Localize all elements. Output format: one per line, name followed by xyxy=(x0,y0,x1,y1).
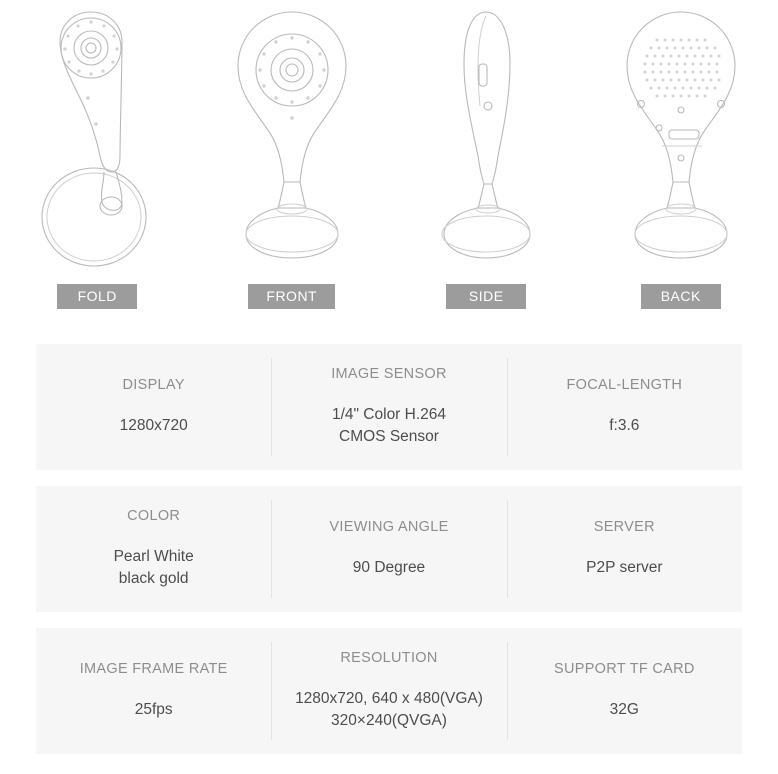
product-view-back xyxy=(584,6,778,320)
spec-title: SERVER xyxy=(593,518,655,535)
back-illustration xyxy=(596,6,766,268)
view-label-back: BACK xyxy=(641,284,721,309)
product-views xyxy=(0,0,778,320)
spec-value: 1280x720 xyxy=(119,416,188,434)
product-view-front xyxy=(195,6,390,320)
spec-title: VIEWING ANGLE xyxy=(329,518,449,535)
spec-title: IMAGE FRAME RATE xyxy=(79,660,228,677)
spec-value: 90 Degree xyxy=(352,558,426,576)
spec-cell-resolution xyxy=(271,628,506,754)
spec-cell-focal-length xyxy=(507,344,742,470)
spec-value: 25fps xyxy=(134,700,173,718)
spec-row xyxy=(36,486,742,612)
view-label-fold: FOLD xyxy=(57,284,137,309)
spec-title: SUPPORT TF CARD xyxy=(553,660,695,677)
spec-title: RESOLUTION xyxy=(340,649,438,666)
spec-cell-server xyxy=(507,486,742,612)
spec-row xyxy=(36,344,742,470)
specifications-table xyxy=(0,320,778,754)
spec-title: COLOR xyxy=(127,507,181,524)
spec-cell-image-sensor xyxy=(271,344,506,470)
view-label-side: SIDE xyxy=(446,284,526,309)
front-illustration xyxy=(212,6,372,268)
spec-value: Pearl White black gold xyxy=(113,547,194,587)
view-label-front: FRONT xyxy=(248,284,335,309)
side-illustration xyxy=(406,6,566,268)
spec-title: FOCAL-LENGTH xyxy=(566,376,683,393)
product-view-side xyxy=(389,6,584,320)
spec-value: 32G xyxy=(609,700,639,718)
spec-value: f:3.6 xyxy=(609,416,640,434)
fold-illustration xyxy=(22,6,172,268)
product-view-fold xyxy=(0,6,195,320)
spec-title: IMAGE SENSOR xyxy=(331,365,447,382)
spec-cell-image-frame-rate xyxy=(36,628,271,754)
spec-cell-support-tf-card xyxy=(507,628,742,754)
spec-cell-color xyxy=(36,486,271,612)
spec-cell-viewing-angle xyxy=(271,486,506,612)
spec-title: DISPLAY xyxy=(122,376,185,393)
spec-value: 1/4" Color H.264 CMOS Sensor xyxy=(331,405,447,445)
spec-cell-display xyxy=(36,344,271,470)
spec-row xyxy=(36,628,742,754)
spec-value: P2P server xyxy=(586,558,663,576)
spec-value: 1280x720, 640 x 480(VGA) 320×240(QVGA) xyxy=(295,689,483,729)
